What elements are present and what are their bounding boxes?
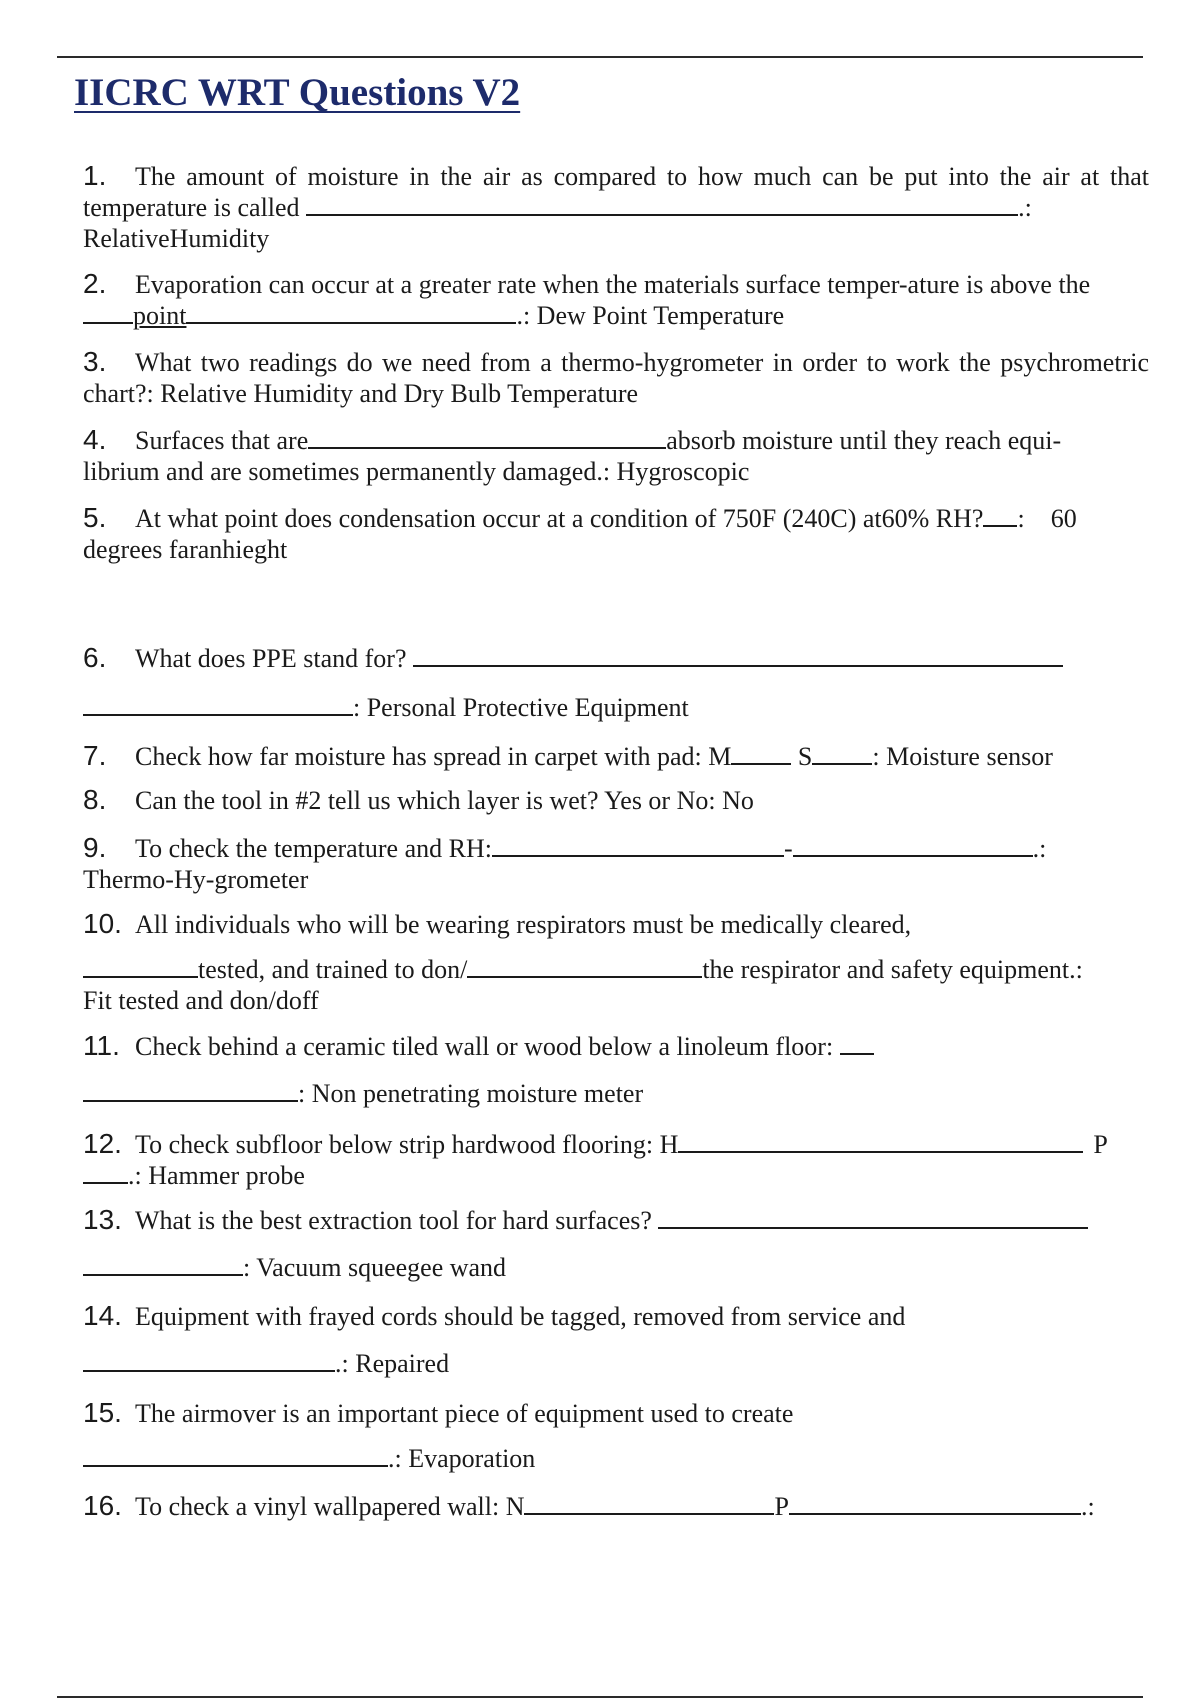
question-number: 7. (83, 740, 107, 771)
question-number: 10. (83, 908, 122, 939)
question-13 (83, 1204, 1149, 1283)
answer-text: .: Hammer probe (128, 1161, 305, 1190)
question-number: 14. (83, 1300, 122, 1331)
answer-blank (83, 1350, 335, 1372)
question-number: 16. (83, 1490, 122, 1521)
answer-blank (83, 1080, 298, 1102)
answer-blank (789, 1493, 1081, 1515)
question-text: Equipment with frayed cords should be tagged, removed from service and (135, 1302, 906, 1331)
question-7: 7. Check how far moisture has spread in carpet with pad: M S : Moisture sensor (83, 740, 1053, 771)
question-number: 8. (83, 784, 107, 815)
question-text: The airmover is an important piece of equipment used to create (135, 1399, 794, 1428)
question-6 (83, 642, 1149, 723)
answer-blank (678, 1131, 1083, 1153)
question-number: 13. (83, 1204, 122, 1235)
question-1: 1. The amount of moisture in the air as compared to how much can be put into the air at that temperature is called .: RelativeHumidity (83, 160, 1149, 253)
answer-blank (467, 956, 702, 978)
question-8 (83, 784, 1149, 816)
question-text: To check the temperature and RH: (135, 834, 492, 863)
question-text: The amount of moisture in the air as compared to how much can be put into the air at that temperature is called (83, 162, 1149, 222)
question-number: 5. (83, 502, 107, 533)
question-10: 10. All individuals who will be wearing respirators must be medically cleared, tested, and trained to don/ the respirator and safety equipment.: Fit tested and don/doff (83, 908, 1083, 1015)
question-number: 3. (83, 346, 107, 377)
answer-text: .: Dew Point Temperature (516, 301, 785, 330)
question-text: All individuals who will be wearing respirators must be medically cleared, (135, 910, 912, 939)
answer-blank (731, 743, 791, 765)
question-15 (83, 1397, 1149, 1474)
answer-text: 60 (1050, 504, 1077, 533)
bottom-rule (57, 1696, 1143, 1698)
page-title: IICRC WRT Questions V2 (74, 71, 521, 114)
question-3 (83, 346, 1149, 409)
answer-text: : Personal Protective Equipment (353, 693, 689, 722)
answer-text: librium and are sometimes permanently damaged.: Hygroscopic (83, 457, 750, 486)
question-text: Surfaces that are (135, 426, 309, 455)
answer-blank (812, 743, 872, 765)
answer-blank (306, 194, 1018, 216)
answer-text: RelativeHumidity (83, 224, 270, 253)
answer-text: .: Repaired (335, 1349, 450, 1378)
answer-blank (492, 835, 784, 857)
question-2: 2. Evaporation can occur at a greater rate when the materials surface temper-ature is above the point .: Dew Point Temperature (83, 268, 1091, 330)
answer-text: .: Evaporation (388, 1444, 536, 1473)
question-12: 12. To check subfloor below strip hardwood flooring: H P .: Hammer probe (83, 1128, 1108, 1190)
question-11 (83, 1030, 1149, 1109)
question-text: Can the tool in #2 tell us which layer is wet? Yes or No: No (135, 786, 754, 815)
question-16: 16. To check a vinyl wallpapered wall: N P .: (83, 1490, 1095, 1521)
question-number: 1. (83, 160, 107, 191)
question-text: What two readings do we need from a thermo-hygrometer in order to work the psychrometric chart?: Relative Humidity and Dry Bulb Temperature (83, 348, 1149, 408)
answer-text-continued: degrees faranhieght (83, 535, 288, 564)
question-text: What does PPE stand for? (135, 644, 407, 673)
answer-blank (186, 302, 516, 324)
question-text: Check behind a ceramic tiled wall or wood below a linoleum floor: (135, 1032, 834, 1061)
question-number: 12. (83, 1128, 122, 1159)
answer-blank (83, 1254, 243, 1276)
answer-blank (658, 1207, 1088, 1229)
question-4: 4. Surfaces that are absorb moisture until they reach equi- librium and are sometimes permanently damaged.: Hygroscopic (83, 424, 1062, 486)
question-text: Check how far moisture has spread in carpet with pad: M (135, 742, 732, 771)
question-text: Evaporation can occur at a greater rate when the materials surface temper-ature is above the (135, 270, 1091, 299)
answer-blank (83, 1445, 388, 1467)
answer-blank (524, 1493, 774, 1515)
question-5: 5. At what point does condensation occur at a condition of 750F (240C) at60% RH? : 60 degrees faranhieght (83, 502, 1077, 564)
answer-text: : Moisture sensor (872, 742, 1053, 771)
answer-blank (793, 835, 1033, 857)
question-number: 15. (83, 1397, 122, 1428)
question-text: To check subfloor below strip hardwood flooring: H (135, 1130, 679, 1159)
question-text: To check a vinyl wallpapered wall: N (135, 1492, 525, 1521)
answer-text: : Vacuum squeegee wand (243, 1253, 507, 1282)
answer-blank (83, 1162, 128, 1184)
answer-blank (840, 1033, 874, 1055)
question-text: What is the best extraction tool for hard surfaces? (135, 1206, 652, 1235)
answer-blank (413, 645, 1063, 667)
question-9: 9. To check the temperature and RH: - .: Thermo-Hy-grometer (83, 832, 1047, 894)
top-rule (57, 56, 1143, 58)
answer-text: Fit tested and don/doff (83, 986, 319, 1015)
answer-blank (308, 427, 666, 449)
answer-blank (83, 694, 353, 716)
answer-blank (83, 302, 133, 324)
answer-text: : Non penetrating moisture meter (298, 1079, 644, 1108)
answer-blank (83, 956, 198, 978)
question-number: 11. (83, 1030, 120, 1061)
question-text: At what point does condensation occur at a condition of 750F (240C) at60% RH? (135, 504, 984, 533)
question-number: 9. (83, 832, 107, 863)
question-number: 4. (83, 424, 107, 455)
question-number: 2. (83, 268, 107, 299)
answer-text: Thermo-Hy-grometer (83, 865, 309, 894)
question-14 (83, 1300, 1149, 1379)
question-number: 6. (83, 642, 107, 673)
answer-blank (983, 505, 1017, 527)
